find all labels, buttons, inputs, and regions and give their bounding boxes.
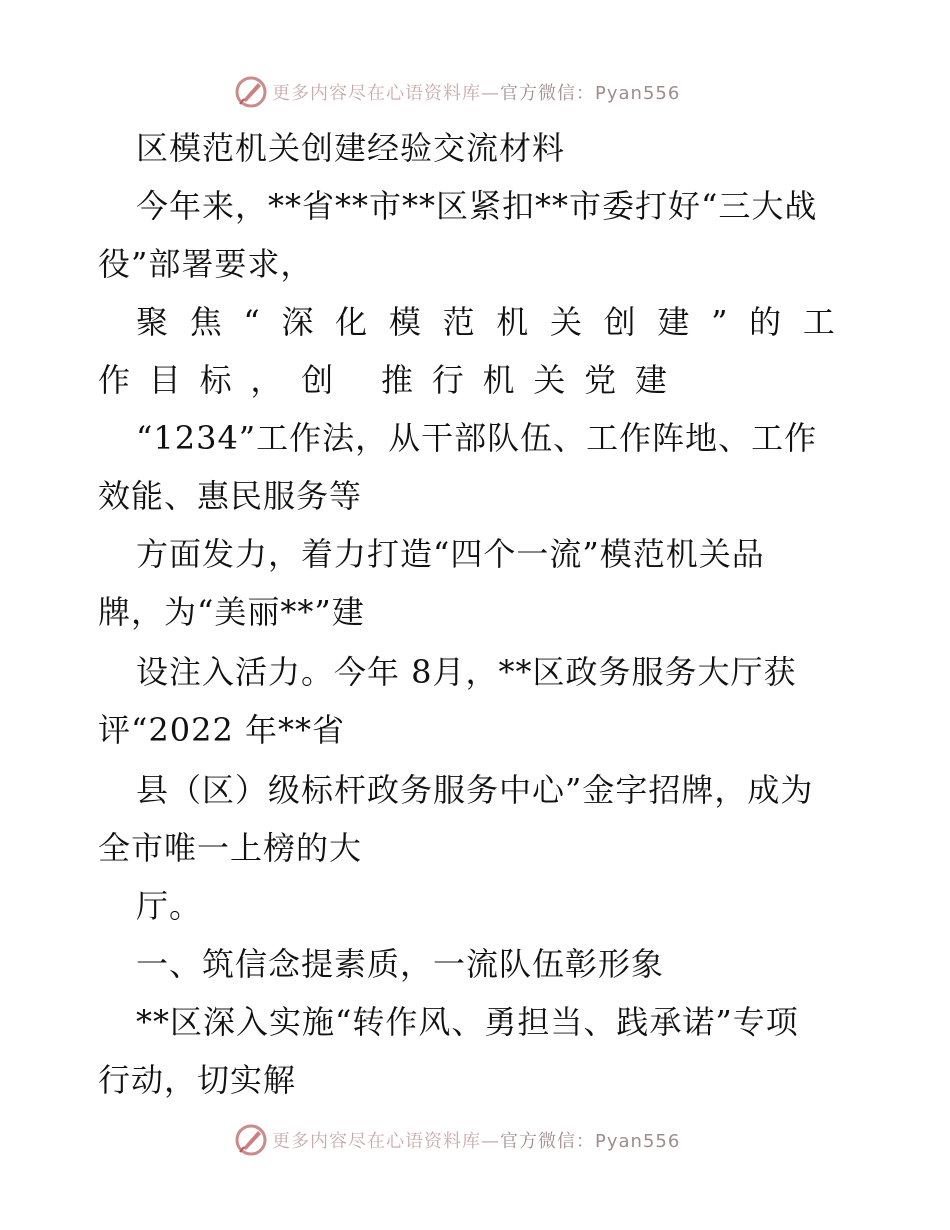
justified-char: 机	[482, 361, 516, 399]
justified-char: 深	[281, 303, 315, 341]
quill-logo-icon	[234, 1123, 268, 1157]
justified-char: 关	[549, 303, 583, 341]
justified-char: 范	[442, 303, 476, 341]
paragraph-line: “1234”工作法，从干部队伍、工作阵地、工作	[136, 419, 818, 457]
justified-char: 党	[584, 361, 618, 399]
paragraph-line: **区深入实施“转作风、勇担当、践承诺”专项	[136, 1003, 799, 1041]
paragraph-line: 方面发力，着力打造“四个一流”模范机关品	[136, 535, 765, 573]
paragraph-line: 牌，为“美丽**”建	[98, 593, 365, 631]
justified-char: 模	[388, 303, 422, 341]
justified-char: 聚	[136, 303, 170, 341]
justified-char: 建	[657, 303, 691, 341]
paragraph-line-justified	[98, 360, 668, 400]
justified-char: 创	[603, 303, 637, 341]
justified-char: 目	[148, 361, 182, 399]
paragraph-line: 行动，切实解	[98, 1061, 297, 1099]
justified-char: ，	[250, 361, 284, 399]
justified-char: 关	[533, 361, 567, 399]
justified-char: ”	[711, 303, 729, 341]
watermark-text: 更多内容尽在心语资料库—官方微信：Pyan556	[272, 1131, 681, 1152]
justified-char	[352, 360, 363, 400]
watermark-text: 更多内容尽在心语资料库—官方微信：Pyan556	[272, 83, 681, 104]
document-title: 区模范机关创建经验交流材料	[136, 129, 566, 167]
paragraph-line: 今年来，**省**市**区紧扣**市委打好“三大战	[136, 187, 818, 225]
justified-char: 的	[749, 303, 783, 341]
justified-char: 作	[98, 361, 132, 399]
justified-char: 工	[802, 303, 836, 341]
paragraph-line: 厅。	[136, 887, 203, 925]
paragraph-line: 效能、惠民服务等	[98, 477, 363, 515]
justified-char: 建	[634, 361, 668, 399]
quill-logo-icon	[234, 75, 268, 109]
paragraph-line: 全市唯一上榜的大	[98, 829, 363, 867]
section-heading: 一、筑信念提素质，一流队伍彰形象	[136, 945, 665, 983]
justified-char: 标	[199, 361, 233, 399]
justified-char: 机	[496, 303, 530, 341]
justified-char: 行	[431, 361, 465, 399]
justified-char: 创	[301, 361, 335, 399]
paragraph-line: 评“2022 年**省	[98, 711, 345, 749]
justified-char: 化	[335, 303, 369, 341]
paragraph-line-justified	[136, 302, 836, 342]
paragraph-line: 县（区）级标杆政务服务中心”金字招牌，成为	[136, 771, 814, 809]
paragraph-line: 役”部署要求，	[98, 245, 314, 283]
watermark-banner-top	[234, 72, 680, 112]
watermark-banner-bottom	[234, 1120, 680, 1160]
paragraph-line: 设注入活力。今年 8月，**区政务服务大厅获	[136, 653, 797, 691]
justified-char: “	[243, 303, 261, 341]
justified-char: 推	[380, 361, 414, 399]
justified-char: 焦	[189, 303, 223, 341]
